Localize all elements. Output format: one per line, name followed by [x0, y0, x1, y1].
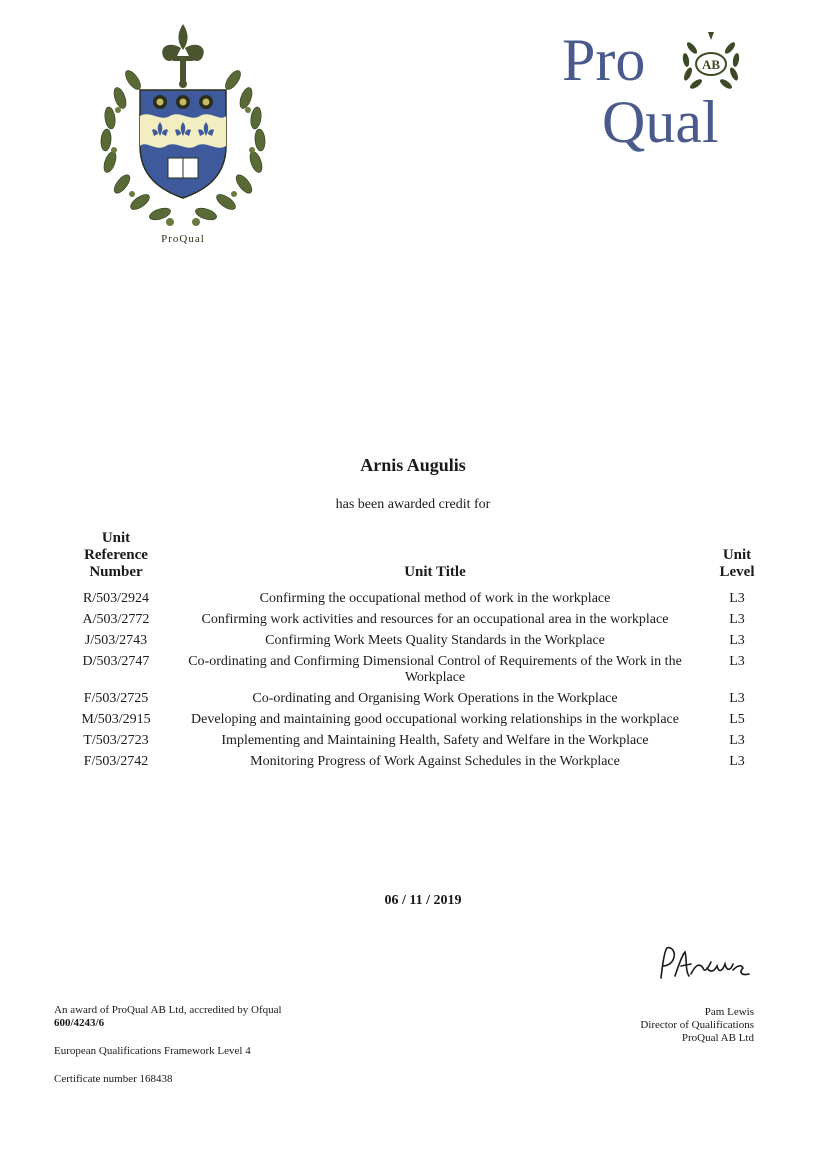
- unit-ref: R/503/2924: [82, 591, 150, 606]
- crest-caption: ProQual: [161, 233, 205, 245]
- footer-block: [54, 1004, 282, 1086]
- unit-ref: T/503/2723: [83, 733, 149, 748]
- recipient-name: Arnis Augulis: [360, 455, 466, 475]
- units-body: [70, 587, 760, 771]
- unit-ref: A/503/2772: [82, 612, 150, 627]
- unit-row: [70, 708, 760, 729]
- unit-level: L3: [729, 633, 745, 648]
- units-table: [70, 530, 760, 771]
- awarded-text: has been awarded credit for: [335, 497, 491, 512]
- unit-level: L5: [729, 712, 745, 727]
- unit-row: [70, 650, 760, 687]
- unit-title: Implementing and Maintaining Health, Safety and Welfare in the Workplace: [221, 733, 649, 748]
- unit-row: [70, 687, 760, 708]
- unit-row: [70, 729, 760, 750]
- signatory-name: Pam Lewis: [704, 1006, 754, 1018]
- unit-ref: M/503/2915: [81, 712, 151, 727]
- unit-level: L3: [729, 754, 745, 769]
- unit-level: L3: [729, 591, 745, 606]
- award-line: An award of ProQual AB Ltd, accredited by Ofqual: [54, 1004, 282, 1016]
- header-unit-title: Unit Title: [404, 564, 466, 580]
- signatory-block: [640, 1006, 754, 1045]
- logo-word-qual: Qual: [602, 89, 719, 155]
- unit-level: L3: [729, 691, 745, 706]
- units-header-row: [70, 530, 760, 587]
- unit-ref: J/503/2743: [84, 633, 148, 648]
- unit-title: Developing and maintaining good occupational working relationships in the workplace: [191, 712, 679, 727]
- unit-ref: D/503/2747: [82, 654, 150, 669]
- unit-ref: F/503/2725: [83, 691, 149, 706]
- unit-title: Monitoring Progress of Work Against Schedules in the Workplace: [250, 754, 620, 769]
- certificate-number: Certificate number 168438: [54, 1073, 173, 1085]
- logo-ab-badge: AB: [701, 57, 721, 72]
- unit-row: [70, 750, 760, 771]
- header-unit-ref: Unit Reference Number: [84, 530, 148, 580]
- qualification-number: 600/4243/6: [54, 1017, 105, 1029]
- unit-level: L3: [729, 654, 745, 669]
- unit-title: Co-ordinating and Confirming Dimensional Control of Requirements of the Work in the Workplace: [188, 654, 682, 685]
- award-date: 06 / 11 / 2019: [384, 893, 462, 908]
- unit-row: [70, 587, 760, 608]
- unit-level: L3: [729, 612, 745, 627]
- unit-ref: F/503/2742: [83, 754, 149, 769]
- proqual-crest-logo: [88, 18, 278, 250]
- signatory-title: Director of Qualifications: [640, 1019, 754, 1031]
- unit-title: Confirming work activities and resources for an occupational area in the workplace: [201, 612, 669, 627]
- unit-title: Confirming Work Meets Quality Standards in the Workplace: [265, 633, 605, 648]
- unit-level: L3: [729, 733, 745, 748]
- unit-row: [70, 629, 760, 650]
- unit-title: Co-ordinating and Organising Work Operations in the Workplace: [252, 691, 618, 706]
- unit-title: Confirming the occupational method of work in the workplace: [259, 591, 611, 606]
- proqual-ab-logo: [560, 28, 760, 163]
- signature-image: [655, 940, 755, 990]
- framework-level: European Qualifications Framework Level 4: [54, 1045, 251, 1057]
- header-unit-level: Unit Level: [719, 547, 755, 580]
- unit-row: [70, 608, 760, 629]
- logo-word-pro: Pro: [562, 28, 646, 93]
- signatory-org: ProQual AB Ltd: [681, 1032, 754, 1044]
